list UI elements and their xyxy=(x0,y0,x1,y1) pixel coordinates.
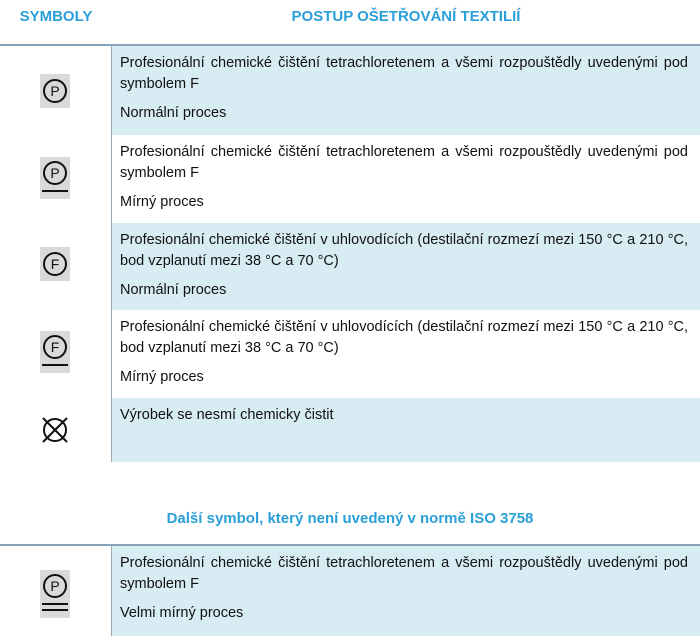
description-cell xyxy=(112,546,700,636)
svg-text:P: P xyxy=(50,578,60,594)
symbol-cell xyxy=(0,398,112,462)
description-cell xyxy=(112,135,700,223)
table-row xyxy=(0,135,700,223)
care-description: Profesionální chemické čištění tetrachloretenem a všemi rozpouštědly uvedenými pod symbolem F xyxy=(120,55,688,92)
care-symbols-table xyxy=(0,46,700,462)
p-circle-underline-icon xyxy=(40,157,70,199)
svg-text:P: P xyxy=(50,165,60,181)
description-cell xyxy=(112,223,700,310)
svg-text:F: F xyxy=(50,339,60,355)
symbol-cell xyxy=(0,135,112,223)
care-description: Profesionální chemické čištění v uhlovodících (destilační rozmezí mezi 150 °C a 210 °C, bod vzplanutí mezi 38 °C a 70 °C) xyxy=(120,232,688,269)
care-description: Výrobek se nesmí chemicky čistit xyxy=(120,407,334,423)
table-row xyxy=(0,310,700,398)
description-cell xyxy=(112,46,700,135)
care-description: Profesionální chemické čištění tetrachloretenem a všemi rozpouštědly uvedenými pod symbolem F xyxy=(120,144,688,181)
crossed-circle-icon xyxy=(40,413,70,447)
care-process: Normální proces xyxy=(120,282,227,298)
description-cell xyxy=(112,310,700,398)
table-row xyxy=(0,46,700,135)
p-circle-double-underline-icon xyxy=(40,570,70,618)
p-circle-icon xyxy=(40,74,70,108)
table-row xyxy=(0,546,700,636)
extra-section-title: Další symbol, který není uvedený v normě ISO 3758 xyxy=(166,510,534,527)
symbol-cell xyxy=(0,546,112,636)
symbol-cell xyxy=(0,46,112,135)
care-process: Mírný proces xyxy=(120,194,204,210)
table-header xyxy=(0,0,700,46)
procedure-column-header: POSTUP OŠETŘOVÁNÍ TEXTILIÍ xyxy=(291,8,521,25)
table-row xyxy=(0,398,700,462)
svg-text:P: P xyxy=(50,83,60,99)
table-row xyxy=(0,223,700,310)
description-cell xyxy=(112,398,700,462)
f-circle-icon xyxy=(40,247,70,281)
symbol-cell xyxy=(0,310,112,398)
care-description: Profesionální chemické čištění v uhlovodících (destilační rozmezí mezi 150 °C a 210 °C, bod vzplanutí mezi 38 °C a 70 °C) xyxy=(120,319,688,356)
f-circle-underline-icon xyxy=(40,331,70,373)
symbol-cell xyxy=(0,223,112,310)
svg-text:F: F xyxy=(50,256,60,272)
extra-symbols-table xyxy=(0,546,700,636)
symbols-column-header: SYMBOLY xyxy=(19,8,93,25)
care-process: Velmi mírný proces xyxy=(120,605,244,621)
care-description: Profesionální chemické čištění tetrachloretenem a všemi rozpouštědly uvedenými pod symbolem F xyxy=(120,555,688,592)
care-process: Mírný proces xyxy=(120,369,204,385)
care-process: Normální proces xyxy=(120,105,227,121)
